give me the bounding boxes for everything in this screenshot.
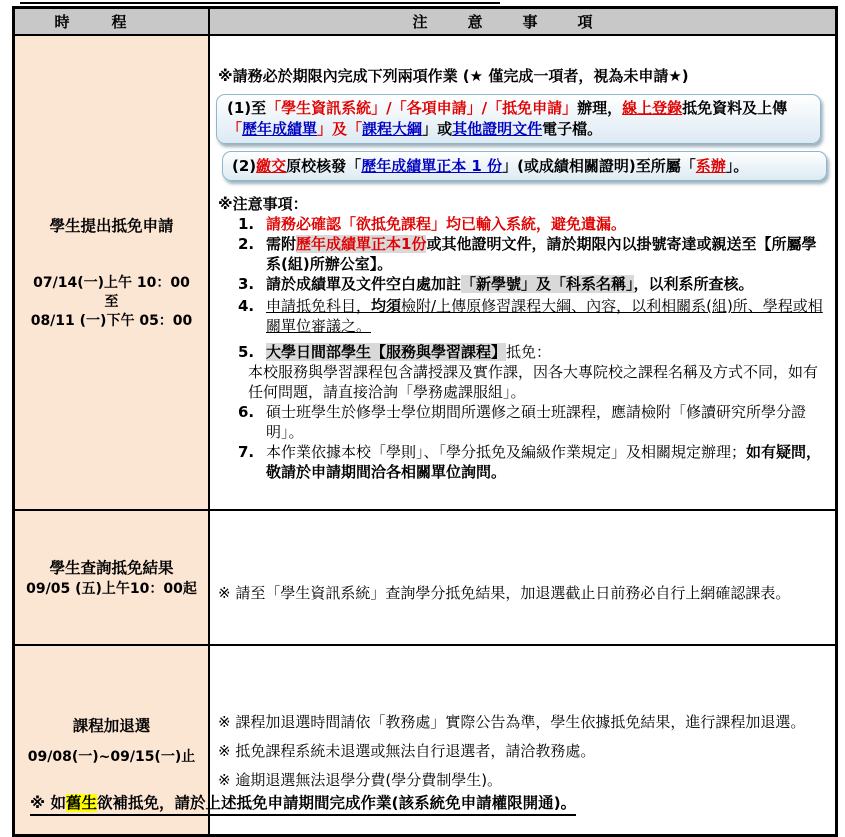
apply-intro: ※請務必於期限內完成下列兩項作業 (★ 僅完成一項者，視為未申請★) — [218, 67, 689, 85]
note-item-4: 4. 申請抵免科目，均須檢附/上傳原修習課程大綱、內容，以利相關系(組)所、學程或相關單位審議之。 — [238, 297, 823, 335]
header-row — [14, 8, 837, 36]
query-title: 學生查詢抵免結果 — [49, 559, 174, 577]
apply-date-start: 07/14(一)上午 10：00 — [33, 275, 190, 291]
query-notes-cell — [209, 510, 837, 645]
query-note: ※ 請至「學生資訊系統」查詢學分抵免結果，加退選截止日前務必自行上網確認課表。 — [218, 583, 791, 602]
add-drop-date: 09/08(一)~09/15(一)止 — [27, 748, 196, 765]
old-student-highlight: 舊生 — [65, 794, 97, 812]
row-query — [14, 510, 837, 645]
note-item-6: 6. 碩士班學生於修學士學位期間所選修之碩士班課程，應請檢附「修讀研究所學分證明」。 — [238, 403, 807, 441]
add-drop-note-2: ※ 抵免課程系統未退選或無法自行退選者，請洽教務處。 — [218, 741, 596, 760]
query-period-cell — [14, 510, 210, 645]
apply-date-end: 08/11 (一)下午 05：00 — [30, 313, 193, 329]
header-notes: 注意事項 — [209, 8, 837, 36]
cropped-heading — [20, 0, 500, 4]
note-item-3: 3. 請於成績單及文件空白處加註「新學號」及「科系名稱」，以利系所查核。 — [238, 275, 754, 293]
footer-note: ※ 如舊生欲補抵免，請於上述抵免申請期間完成作業(該系統免申請權限開通)。 — [30, 792, 576, 816]
add-drop-title: 課程加退選 — [72, 716, 151, 735]
note-item-5: 5. 大學日間部學生【服務與學習課程】抵免： — [238, 343, 552, 361]
apply-date-mid: 至 — [104, 294, 119, 310]
step1-box: (1)至「學生資訊系統」/「各項申請」/「抵免申請」辦理，線上登錄抵免資料及上傳「歷年成績單」及「課程大綱」或其他證明文件電子檔。 — [216, 94, 821, 144]
add-drop-note-3: ※ 逾期退選無法退學分費(學分費制學生)。 — [218, 770, 503, 789]
row-apply — [14, 35, 837, 510]
apply-title: 學生提出抵免申請 — [49, 217, 174, 235]
add-drop-note-1: ※ 課程加退選時間請依「教務處」實際公告為準，學生依據抵免結果，進行課程加退選。 — [218, 712, 806, 731]
query-date: 09/05 (五)上午10：00起 — [26, 581, 197, 597]
note-item-2: 2. 需附歷年成績單正本1份或其他證明文件，請於期限內以掛號寄達或親送至【所屬學系(組)所辦公室】。 — [238, 235, 817, 273]
schedule-table — [12, 6, 838, 837]
notes-title: ※注意事項： — [218, 195, 308, 213]
apply-period-cell — [14, 35, 210, 510]
notes-list — [210, 214, 835, 482]
note-item-1: 1. 請務必確認「欲抵免課程」均已輸入系統，避免遺漏。 — [238, 215, 627, 233]
header-time: 時程 — [14, 8, 210, 36]
apply-notes-cell — [209, 35, 837, 510]
note-item-7: 7. 本作業依據本校「學則」、「學分抵免及編級作業規定」及相關規定辦理；如有疑問，敬請於申請期間洽各相關單位詢問。 — [238, 443, 822, 481]
note-item-5-body: 本校服務與學習課程包含講授課及實作課，因各大專院校之課程名稱及方式不同，如有任何問題，請直接洽詢「學務處課服組」。 — [248, 363, 819, 401]
step2-box: (2)繳交原校核發「歷年成績單正本 1 份」(或成績相關證明)至所屬「系辦」。 — [222, 151, 827, 181]
